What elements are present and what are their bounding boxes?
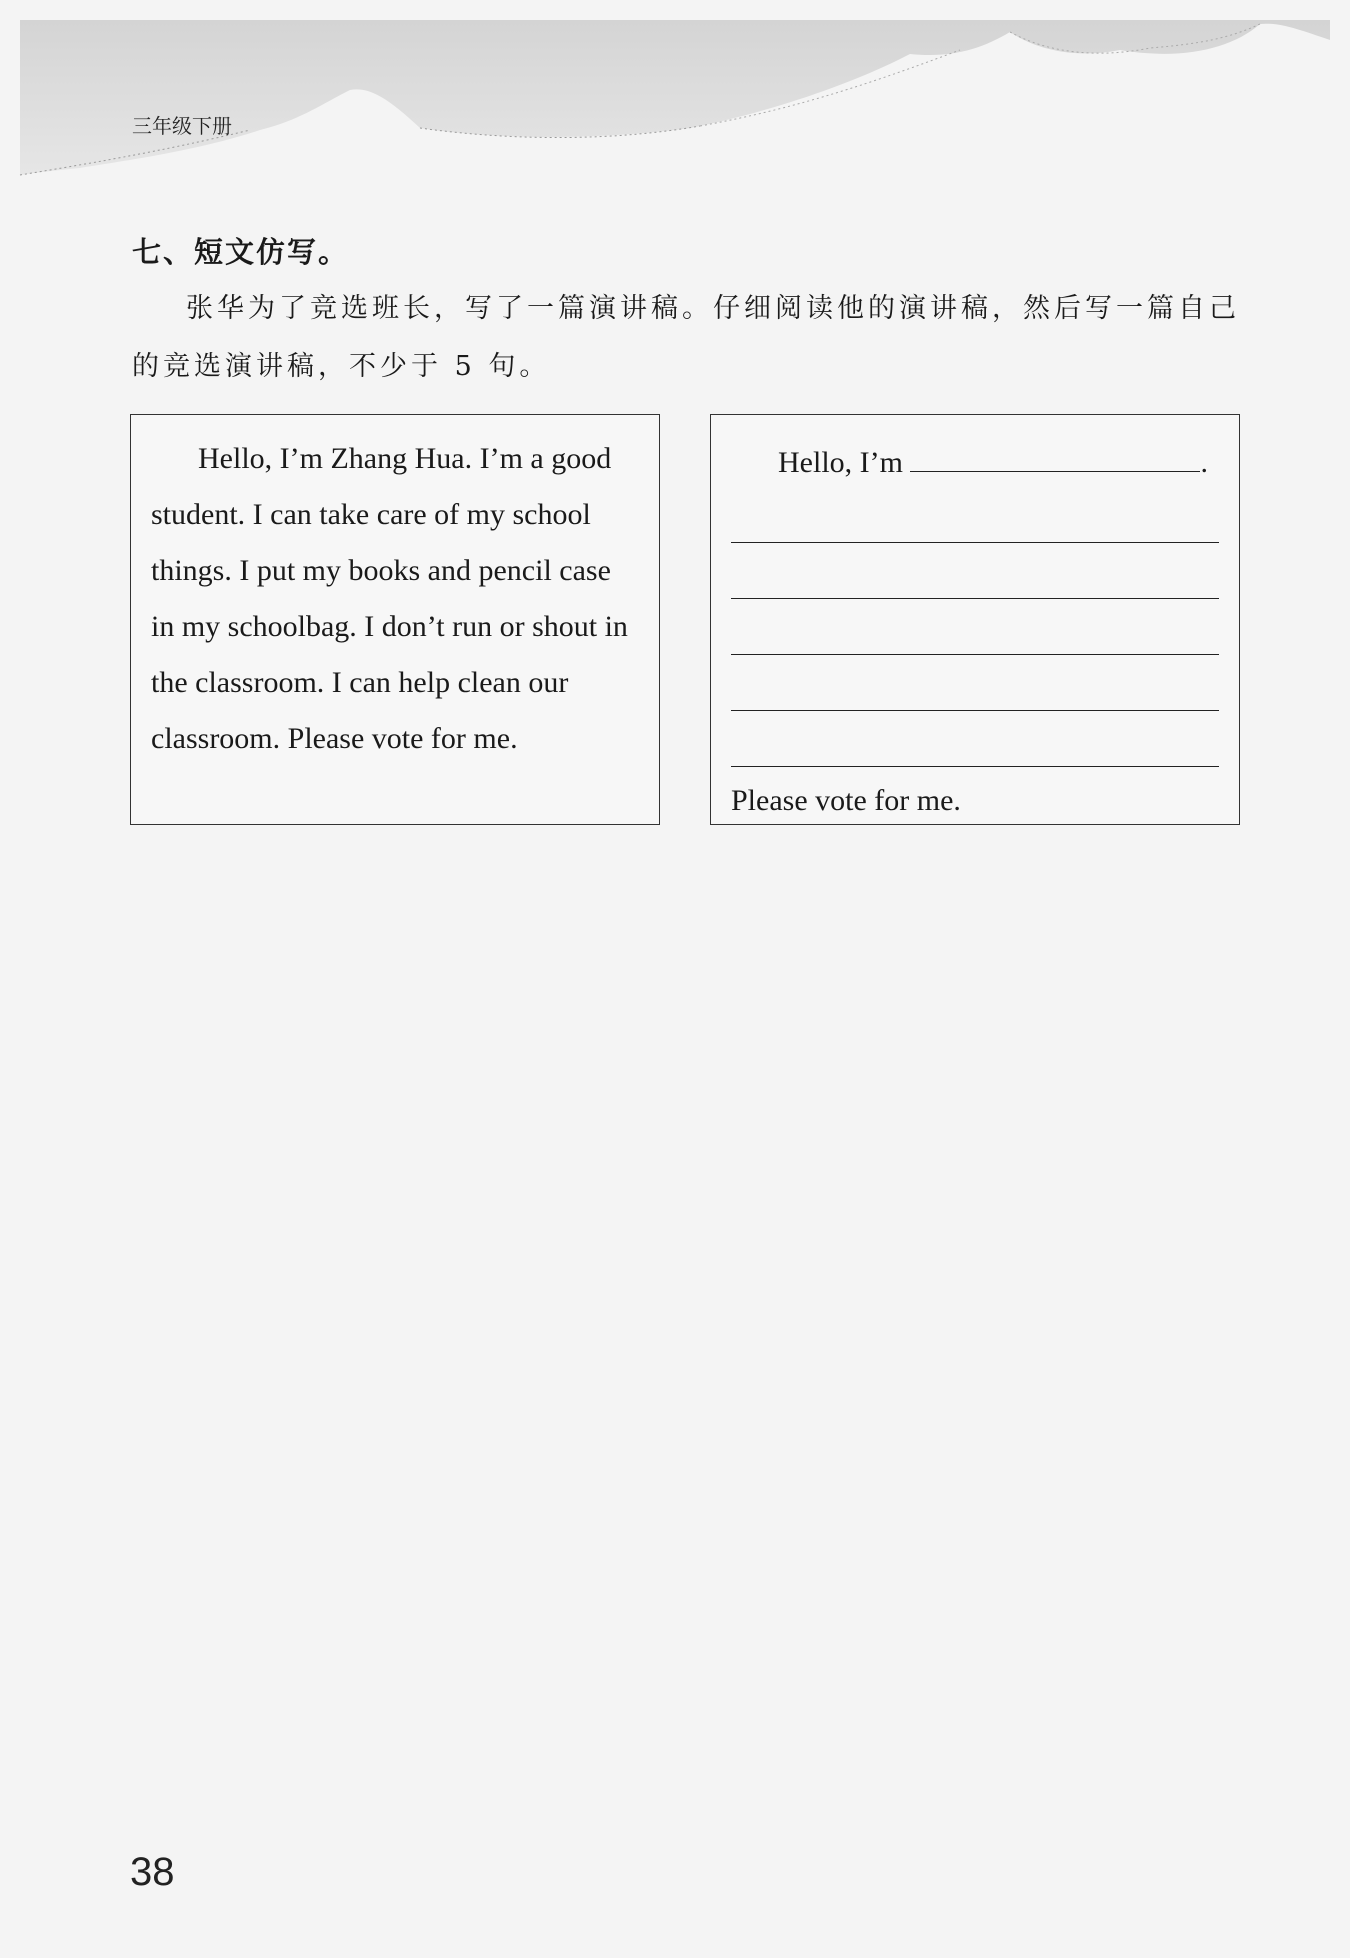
cloud-banner-graphic xyxy=(0,0,1350,190)
writing-blank-line-5[interactable] xyxy=(731,713,1219,767)
name-blank[interactable] xyxy=(910,431,1200,472)
writing-area xyxy=(731,431,1219,829)
writing-blank-line-1[interactable] xyxy=(731,489,1219,543)
section-instructions: 张华为了竞选班长，写了一篇演讲稿。仔细阅读他的演讲稿，然后写一篇自己的竞选演讲稿，不少于 5 句。 xyxy=(132,293,1240,382)
opening-line xyxy=(731,431,1219,487)
closing-text: Please vote for me. xyxy=(731,784,961,817)
sample-speech-text: Hello, I’m Zhang Hua. I’m a good student. I can take care of my school things. I put my books and pencil case in my schoolbag. I don’t run or shout in the classroom. I can help clean our classroom. Please vote for me. xyxy=(151,442,628,755)
writing-blank-line-3[interactable] xyxy=(731,601,1219,655)
grade-label: 三年级下册 xyxy=(132,114,232,138)
page-number: 38 xyxy=(130,1850,175,1894)
sample-speech-box xyxy=(130,414,660,825)
opening-text: Hello, I’m xyxy=(778,446,903,479)
writing-blank-line-2[interactable] xyxy=(731,545,1219,599)
writing-blank-line-4[interactable] xyxy=(731,657,1219,711)
writing-template-box xyxy=(710,414,1240,825)
section-title: 七、短文仿写。 xyxy=(132,235,350,269)
opening-period: . xyxy=(1200,446,1208,479)
page-header-cloud-banner xyxy=(0,0,1350,190)
